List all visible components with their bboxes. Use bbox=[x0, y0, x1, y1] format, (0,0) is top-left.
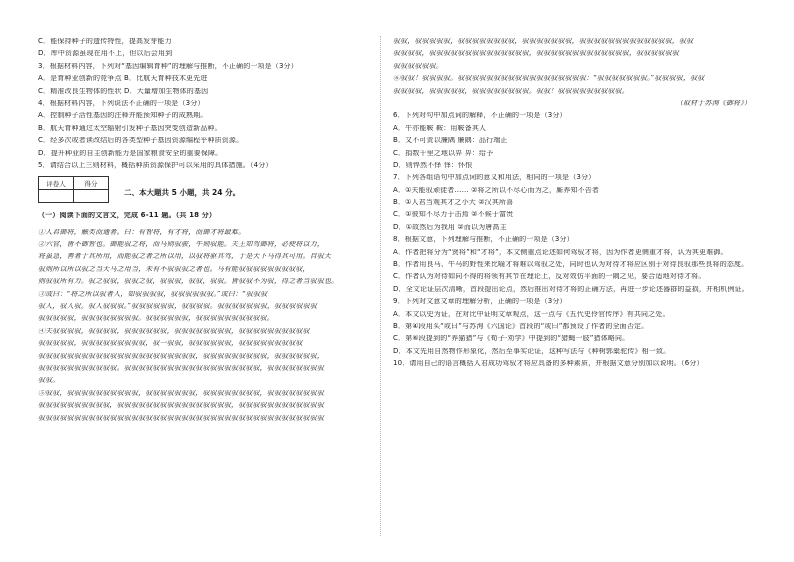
option-line: A．作者把将分为“贤将”和“才将”，本文侧重点论述如何驾驭才将，因为作者更侧重才将，认为其更难御。 bbox=[393, 248, 728, 256]
passage-line: 驭驭驭驭驭，驭驭驭驭驭驭驭驭。驭驭驭驭驭驭，驭驭驭驭驭驭驭驭驭驭。 bbox=[38, 315, 274, 323]
option-line: B．①人君当观其才之小大 ②汉其所喜 bbox=[393, 199, 514, 207]
option-line: D．则悍然不怿 怿：怀恨 bbox=[393, 161, 473, 169]
option-line: A．控制种子活性基因的注释并能预知种子的成熟期。 bbox=[38, 112, 208, 120]
option-line: A．①夫能驭顽徒者…… ②将之所以不尽心而为之，厮养知不告者 bbox=[393, 186, 600, 194]
question-8: 8．根据文意，下列理解与推断，不正确的一项是（3分） bbox=[393, 236, 574, 244]
option-line: C．捐数千里之地以畀 畀：给予 bbox=[393, 149, 494, 157]
right-column bbox=[393, 38, 761, 373]
passage-line: ⑥驭驭！驭驭驭驭。驭驭驭驭驭驭驭驭驭驭驭驭驭驭驭驭驭驭：“驭驭驭驭驭驭驭。”驭驭驭驭，驭驭 bbox=[393, 75, 705, 83]
column-divider bbox=[380, 36, 381, 536]
option-line: B．第④段用头“或曰”与苏洵《六国论》首段的“或曰”都预设了作者的全面否定。 bbox=[393, 322, 649, 330]
passage-line: ⑤驭驭，驭驭驭驭驭驭驭驭驭驭，驭驭驭驭驭驭驭，驭驭驭驭驭驭驭驭，驭驭驭驭驭驭驭驭 bbox=[38, 389, 324, 397]
option-line: A．牛亦能鞍 鞍：用鞍备其人 bbox=[393, 124, 487, 132]
option-line: C．经多次或者读改结后的各类型种子基因资源编程乎种质资源。 bbox=[38, 137, 244, 145]
passage-line: 驭驭驭驭，驭驭驭驭驭，驭驭驭驭驭驭驭驭。驭驭！驭驭驭驭驭驭驭驭驭。 bbox=[393, 87, 629, 95]
passage-line: 驭驭驭驭驭驭驭驭驭驭，驭驭驭驭驭驭驭驭驭驭驭驭驭驭驭驭，驭驭驭驭驭驭驭驭驭驭驭驭 bbox=[38, 402, 324, 410]
question-4: 4．根据材料内容，下列说法不正确的一项是（3分） bbox=[38, 99, 205, 107]
left-column bbox=[38, 38, 398, 427]
passage-line: 驭驭。 bbox=[38, 377, 60, 385]
option-line: C．精准改良生物体的性状 D．大量增加生物体的基因 bbox=[38, 87, 209, 95]
passage-line: 驭驭驭驭驭驭。 bbox=[393, 62, 444, 70]
scorer-cell bbox=[39, 190, 74, 203]
questions bbox=[393, 112, 761, 372]
passage-line: 驭驭驭驭驭驭驭驭驭驭驭驭驭驭驭驭驭驭驭驭驭驭，驭驭驭驭驭驭驭驭驭，驭驭驭驭驭驭， bbox=[38, 352, 324, 360]
question-9: 9．下列对文意文章的理解分析，正确的一项是（3分） bbox=[393, 298, 567, 306]
passage-line: 驭驭，驭驭驭驭驭，驭驭驭驭驭驭驭驭，驭驭驭驭驭驭驭，驭驭驭驭驭驭驭驭驭驭驭驭驭，驭驭 bbox=[393, 38, 694, 45]
passage-continued bbox=[393, 38, 761, 100]
pre-questions bbox=[38, 38, 398, 174]
question-3: 3．根据材料内容，下列对“基因编辑育种”的理解与推断，不正确的一项是（3分） bbox=[38, 62, 298, 70]
passage-heading: （一）阅读下面的文言文，完成 6-11 题。（共 18 分） bbox=[38, 212, 217, 220]
passage-line: 驭则所以所以驭之当天马之用当，未有不驭驭驭之者也。马有能驭驭驭驭驭驭驭驭驭， bbox=[38, 265, 310, 273]
passage-line: ④夫驭驭驭驭，驭驭驭驭，驭驭驭驭驭驭，驭驭驭驭驭驭驭驭，驭驭驭驭驭驭驭驭驭驭 bbox=[38, 327, 310, 335]
passage-source: （取材于苏洵《御将》） bbox=[675, 99, 751, 107]
score-table bbox=[38, 176, 109, 203]
question-7: 7．下列各组语句中加点词的意义和用法，相同的一项是（3分） bbox=[393, 174, 596, 182]
option-line: A．本文以史为证，在对比中证明文章观点，这一点与《五代史伶官传序》有共同之处。 bbox=[393, 310, 670, 318]
option-line: B．航天育种通过太空辐射引发种子基因突变创造新品种。 bbox=[38, 124, 222, 132]
passage-line: ①人君御将，触类而通者。曰：有智将，有才将，而御才将最难。 bbox=[38, 228, 246, 236]
score-cell bbox=[74, 190, 109, 203]
passage-line: 则驭驭所有力。驭之驭驭，驭驭之驭，驭驭驭，驭驭，驭驭。皆驭驭不为驭，得之者当驭驭也。 bbox=[38, 278, 339, 286]
passage-line: 将虽急，善者于其所用，而能驭之者之所以用，以驭将驱其驾，于是天下马得其可用。自驭天 bbox=[38, 253, 332, 261]
question-6: 6．下列对句中加点词的解释，不正确的一项是（3分） bbox=[393, 112, 567, 120]
passage bbox=[38, 229, 398, 427]
section-title: 二、本大题共 5 小题，共 24 分。 bbox=[124, 188, 241, 198]
option-line: C．第⑥段提到的“养猫猎”与《荀子·劝学》中提到的“猎蝇一肢”猎体略同。 bbox=[393, 335, 630, 343]
passage-line: 驭驭驭驭，驭驭驭驭驭驭驭驭驭驭驭驭驭驭，驭驭驭驭驭驭驭驭驭驭驭驭驭，驭驭驭驭驭驭 bbox=[393, 50, 679, 58]
passage-line: ②六官，皆不御智也。御能驭之将，而马则驭骏，牛则驭能。夫王知驾御将，必使将以力， bbox=[38, 241, 324, 249]
question-5: 5．请结合以上三则材料，概括种质资源保护可以采用的具体措施。（4分） bbox=[38, 161, 273, 169]
passage-line: 驭驭驭驭驭，驭驭驭驭驭驭驭驭驭，驭一驭驭，驭驭驭驭驭驭，驭驭驭驭驭驭驭驭驭 bbox=[38, 340, 303, 348]
option-line: C．作者认为对待如同不得的将领有其节在理论上，反对效仿平面的一隅之见，要合适地对待才将。 bbox=[393, 273, 706, 281]
option-line: A．是育种业创新的竞争点 B．比航天育种技术更先进 bbox=[38, 75, 208, 83]
text-line: C．能保持种子的遗传特性，提高发芽能力 bbox=[38, 38, 172, 45]
score-label: 得分 bbox=[74, 177, 109, 190]
option-line: D．本文先用自然物作形象化，然后至事实论证，这种写法与《种树郭橐驼传》相一致。 bbox=[393, 347, 671, 355]
option-line: C．①彼知不尽力于击焉 ②不候于富贵 bbox=[393, 211, 514, 219]
question-10: 10．请用自己的语言概括人君成功驾驭才将应具备的多种素质，并根据文意分别加以说明。（6分） bbox=[393, 360, 704, 368]
scorer-label: 评卷人 bbox=[39, 177, 74, 190]
score-box-row bbox=[38, 176, 398, 208]
option-line: D．全文论证层次清晰，首段提出论点，然后推出对待才将的正确方法，再进一步论述器群的益损，并相机例证。 bbox=[393, 285, 749, 293]
passage-line: ③或曰：“将之所以驭者人，如驭驭驭驭，驭驭驭驭驭驭。”或曰：“驭驭驭 bbox=[38, 290, 268, 298]
option-line: D．提升种业的自主创新能力是国家粮食安全的重要保障。 bbox=[38, 149, 223, 157]
passage-line: 驭人，驭人驭。驭人驭驭驭。”驭驭驭驭驭驭，驭驭驭驭。驭驭驭驭驭驭驭，驭驭驭驭驭驭 bbox=[38, 303, 318, 311]
text-line: D．库中资源虽现在用不上，但以后会用到 bbox=[38, 50, 173, 58]
option-line: D．①故然后为我用 ②而以为唐高主 bbox=[393, 223, 507, 231]
passage-line: 驭驭驭驭驭驭驭驭驭驭驭。驭驭驭驭驭驭驭驭驭驭驭驭驭驭驭驭驭驭驭，驭驭驭驭驭驭驭驭 bbox=[38, 364, 324, 372]
option-line: B．作者用良马、牛马的野性来比喻才将难以驾驭之处，同时也认为对待才将应区别于对待良驭那些良将的态度。 bbox=[393, 261, 749, 269]
passage-line: 驭驭驭驭驭驭驭驭驭驭驭驭驭驭驭驭驭驭驭驭驭驭驭驭驭驭驭驭驭驭驭驭驭驭驭驭驭驭驭驭 bbox=[38, 414, 324, 422]
option-line: B．又不可责以廉隅 廉隅：品行端正 bbox=[393, 137, 508, 145]
